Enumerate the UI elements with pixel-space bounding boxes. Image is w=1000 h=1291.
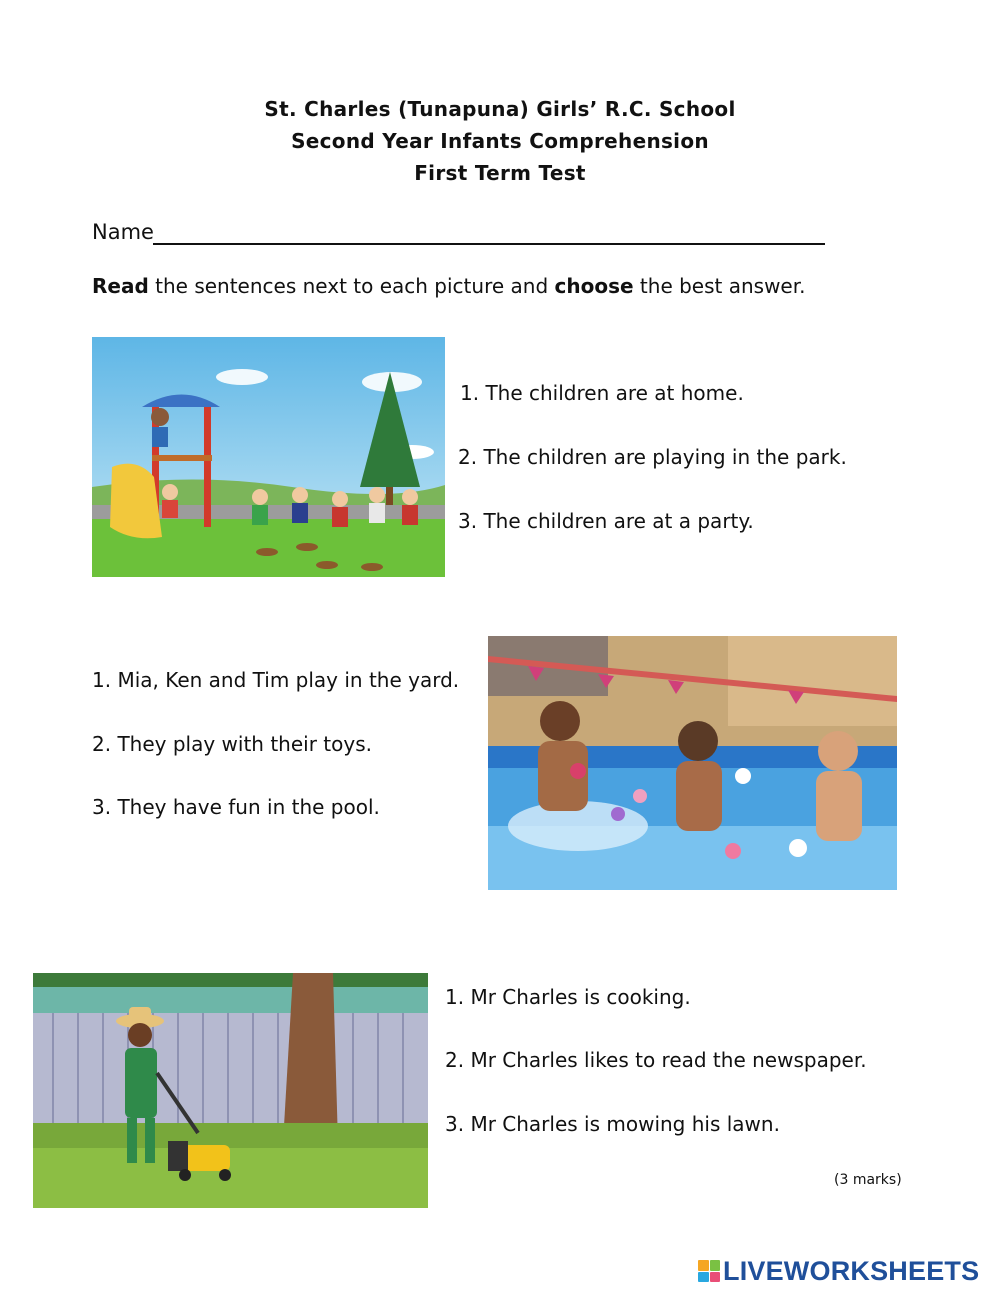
school-name: St. Charles (Tunapuna) Girls’ R.C. School — [264, 97, 736, 121]
q1-option-1[interactable]: 1. The children are at home. — [460, 381, 744, 405]
q2-option-3[interactable]: 3. They have fun in the pool. — [92, 795, 380, 819]
name-input-line[interactable] — [153, 243, 825, 245]
brand-name: LIVEWORKSHEETS — [723, 1255, 980, 1286]
marks-label: (3 marks) — [834, 1172, 902, 1188]
q2-option-1[interactable]: 1. Mia, Ken and Tim play in the yard. — [92, 668, 460, 692]
test-title: First Term Test — [414, 161, 586, 185]
instructions: Read the sentences next to each picture and choose the best answer. — [92, 274, 806, 298]
liveworksheets-logo[interactable] — [698, 1254, 979, 1288]
name-label: Name — [92, 220, 154, 244]
q3-option-3[interactable]: 3. Mr Charles is mowing his lawn. — [445, 1112, 780, 1136]
pool-picture — [488, 636, 897, 890]
logo-icon — [698, 1260, 720, 1282]
q3-option-2[interactable]: 2. Mr Charles likes to read the newspaper. — [445, 1048, 867, 1072]
lawn-mowing-picture — [33, 973, 428, 1208]
q1-option-2[interactable]: 2. The children are playing in the park. — [458, 445, 847, 469]
test-subtitle: Second Year Infants Comprehension — [291, 129, 709, 153]
q1-option-3[interactable]: 3. The children are at a party. — [458, 509, 754, 533]
playground-picture — [92, 337, 445, 577]
q3-option-1[interactable]: 1. Mr Charles is cooking. — [445, 985, 691, 1009]
q2-option-2[interactable]: 2. They play with their toys. — [92, 732, 372, 756]
